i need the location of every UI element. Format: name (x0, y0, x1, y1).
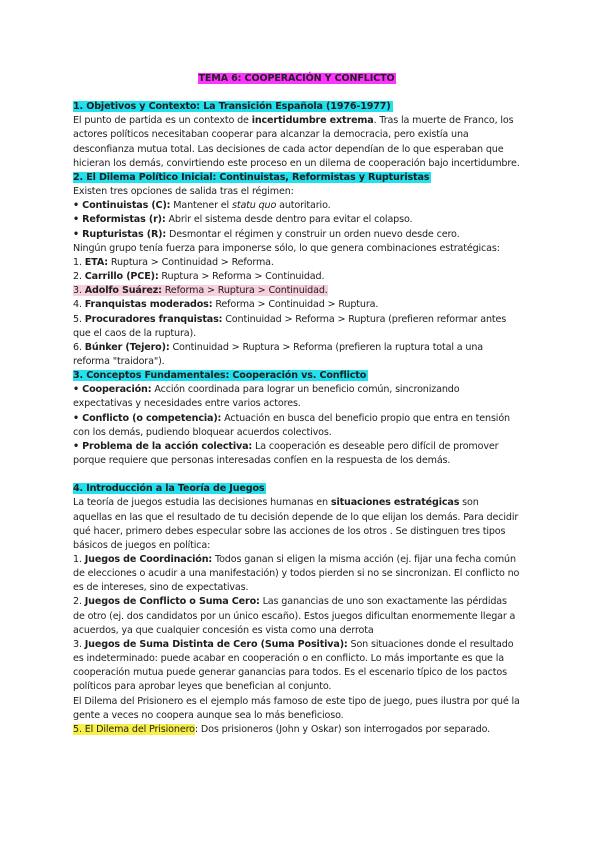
s4-game-1-text: Todos ganan si eligen la misma acción (ej. fijar una fecha común de elecciones o acudir a una manifestación) y todos pierden si no se sincronizan. El conflicto no es de intereses, sino de expectativas. (73, 554, 520, 594)
s2-option-3-term: • Rupturistas (R): (73, 228, 167, 240)
s1-text-bold: incertidumbre extrema (251, 115, 374, 127)
s2-combo-1-term: ETA: (84, 256, 108, 268)
s2-combo-6-num: 6. (73, 341, 85, 353)
s2-combo-3-text: Reforma > Ruptura > Continuidad. (161, 285, 328, 297)
s4-text-bold: situaciones estratégicas (330, 497, 460, 509)
s3-item-3-term: • Problema de la acción colectiva: (73, 440, 253, 452)
s5-line (73, 723, 520, 737)
title-line (73, 72, 520, 86)
s5-heading: 5. El Dilema del Prisionero (73, 723, 195, 735)
section-gap (73, 468, 520, 482)
s1-paragraph (73, 114, 520, 171)
s3-item-2-text: Actuación en busca del beneficio propio que entra en tensión con los demás, pudiendo bloquear acuerdos colectivos. (73, 412, 510, 438)
s3-item-3 (73, 440, 520, 468)
s2-combos-intro: Ningún grupo tenía fuerza para imponerse sólo, lo que genera combinaciones estratégicas: (73, 242, 500, 254)
s2-option-2 (73, 213, 520, 227)
s2-option-3 (73, 228, 520, 242)
s3-item-1-text: Acción coordinada para lograr un beneficio común, sincronizando expectativas y necesidades entre varios actores. (73, 384, 460, 410)
s2-combo-2-text: Ruptura > Reforma > Continuidad. (158, 271, 325, 283)
s2-option-1-text-b: autoritario. (276, 200, 331, 212)
s2-combo-1 (73, 256, 520, 270)
s2-combo-5-num: 5. (73, 313, 85, 325)
s2-option-1-term: • Continuistas (C): (73, 200, 171, 212)
s4-text-c: son aquellas en las que el resultado de tu decisión depende de lo que elijan los demás. Para decidir qué hacer, primero debes especular sobre las acciones de los otros . Se distinguen tres tipos básicos de juegos en política: (73, 497, 519, 551)
s4-game-1-term: Juegos de Coordinación: (84, 554, 213, 565)
s2-combo-1-num: 1. (73, 256, 85, 268)
s2-option-1-text-a: Mantener el (170, 200, 232, 212)
s2-combo-6-text: Continuidad > Ruptura > Reforma (prefieren la ruptura total a una reforma "traidora"). (73, 341, 483, 367)
s4-game-3-text: Son situaciones donde el resultado es indeterminado: puede acabar en cooperación o en conflicto. Lo más importante es que la cooperación mutua puede generar ganancias para todos. Es el escenario típico de los pactos políticos para aprobar leyes que benefician al conjunto. (73, 638, 514, 693)
s2-option-1 (73, 199, 520, 213)
s2-combo-2-num: 2. (73, 271, 85, 283)
s3-item-2-term: • Conflicto (o competencia): (73, 412, 222, 424)
s2-heading-line (73, 171, 520, 185)
s2-combo-3-num: 3. (73, 285, 85, 297)
s4-game-3-num: 3. (73, 638, 85, 650)
s2-combo-3-term: Adolfo Suárez: (84, 285, 162, 297)
s2-option-1-em: statu quo (231, 200, 277, 212)
s3-heading-line (73, 369, 520, 383)
s2-combo-4 (73, 298, 520, 312)
s2-option-2-term: • Reformistas (r): (73, 214, 166, 226)
s4-game-2 (73, 595, 520, 637)
s2-combo-5 (73, 313, 520, 341)
s2-combo-2-term: Carrillo (PCE): (84, 271, 159, 283)
s4-game-1-num: 1. (73, 554, 85, 565)
s2-combo-5-term: Procuradores franquistas: (84, 313, 223, 325)
s2-combo-4-num: 4. (73, 299, 85, 311)
s2-combo-1-text: Ruptura > Continuidad > Reforma. (107, 256, 274, 268)
s2-combo-6 (73, 341, 520, 369)
s3-heading: 3. Conceptos Fundamentales: Cooperación vs. Conflicto (73, 370, 367, 382)
s4-game-2-text: Las ganancias de uno son exactamente las pérdidas de otro (ej. dos candidatos por un único escaño). Estos juegos dificultan enormemente llegar a acuerdos, ya que cualquier concesión es vista como una derrota (73, 596, 516, 636)
s4-text-a: La teoría de juegos estudia las decisiones humanas en (73, 497, 331, 509)
s3-item-1-term: • Cooperación: (73, 384, 152, 396)
s2-combo-5-text: Continuidad > Reforma > Ruptura (prefieren reformar antes que el caos de la ruptura). (73, 313, 507, 339)
s3-item-1 (73, 383, 520, 411)
s1-text-c: . Tras la muerte de Franco, los actores políticos necesitaban cooperar para alcanzar la democracia, pero existía una desconfianza mutua total. Las decisiones de cada actor dependían de lo que esperaban que hicieran los demás, convirtiendo este proceso en un dilema de cooperación bajo incertidumbre. (73, 115, 520, 169)
s4-game-3 (73, 638, 520, 695)
s4-game-2-term: Juegos de Conflicto o Suma Cero: (84, 596, 260, 608)
s4-game-1 (73, 553, 520, 595)
s2-combo-4-text: Reforma > Continuidad > Ruptura. (212, 299, 379, 311)
s2-heading: 2. El Dilema Político Inicial: Continuistas, Reformistas y Rupturistas (73, 171, 430, 183)
s2-option-2-text: Abrir el sistema desde dentro para evitar el colapso. (165, 214, 413, 226)
s5-text: : Dos prisioneros (John y Oskar) son interrogados por separado. (194, 723, 491, 735)
s2-combo-3 (73, 284, 520, 298)
s3-item-2 (73, 412, 520, 440)
s2-combo-4-term: Franquistas moderados: (84, 299, 213, 311)
s1-text-a: El punto de partida es un contexto de (73, 115, 252, 127)
s4-heading-line (73, 482, 520, 496)
s4-closing: El Dilema del Prisionero es el ejemplo más famoso de este tipo de juego, pues ilustra por qué la gente a veces no coopera aunque sea lo más beneficioso. (73, 695, 520, 721)
s2-intro: Existen tres opciones de salida tras el régimen: (73, 186, 294, 198)
s4-heading: 4. Introducción a la Teoría de Juegos (73, 483, 265, 495)
s4-game-3-term: Juegos de Suma Distinta de Cero (Suma Positiva): (84, 638, 348, 650)
s2-option-3-text: Desmontar el régimen y construir un orden nuevo desde cero. (166, 228, 460, 240)
s1-heading: 1. Objetivos y Contexto: La Transición Española (1976-1977) (73, 101, 391, 113)
s4-paragraph (73, 496, 520, 553)
s2-combo-2 (73, 270, 520, 284)
s2-combo-3-highlight (73, 285, 328, 296)
document-title: TEMA 6: COOPERACIÓN Y CONFLICTO (198, 73, 395, 84)
s3-item-3-text: La cooperación es deseable pero difícil de promover porque requiere que personas interesadas confíen en la respuesta de los demás. (73, 440, 499, 467)
s1-heading-line (73, 100, 520, 114)
s4-game-2-num: 2. (73, 596, 85, 608)
s2-combo-6-term: Búnker (Tejero): (84, 341, 170, 353)
